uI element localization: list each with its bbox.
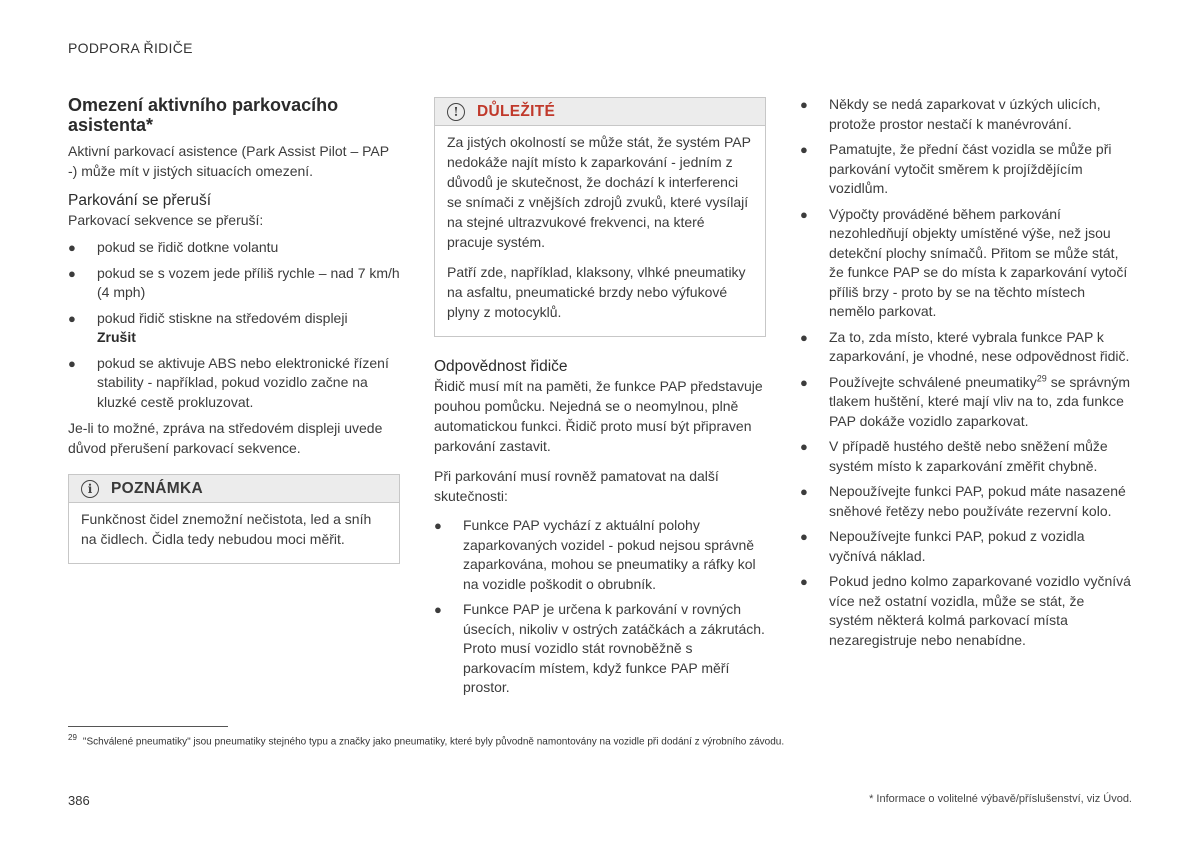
list-item: ● Nepoužívejte funkci PAP, pokud z vozidla vyčnívá náklad. [800,528,1085,564]
bullet-icon: ● [68,355,76,371]
list-item: ● Funkce PAP vychází z aktuální polohy zaparkovaných vozidel - pokud nejsou správně zaparkována, mohou se pneumatiky a ráfky kol na vozidle poškodit o obrubník. [434,517,756,592]
limitations-list [800,95,1132,650]
bullet-icon: ● [800,439,808,454]
footnote-divider [68,726,228,727]
bullet-icon: ● [68,265,76,281]
bullet-icon: ● [800,206,808,222]
interrupt-intro: Parkovací sekvence se přeruší: [68,212,264,228]
warning-text-1: Za jistých okolností se může stát, že systém PAP nedokáže najít místo k zaparkování - jedním z důvodů je skutečnost, že dochází k interferenci se snímači z vnějších zdrojů zvuků, které vysílají na stejné ultrazvukové frekvenci, na které pracuje systém. [447,134,751,250]
list-item: ● Funkce PAP je určena k parkování v rovných úsecích, nikoliv v ostrých zatáčkách a zákrutách. Proto musí vozidlo stát rovnoběžně s parkovacím místem, když funkce PAP měří prostor. [434,601,765,695]
list-item: ● Za to, zda místo, které vybrala funkce PAP k zaparkování, je vhodné, nese odpovědnost řidič. [800,328,1130,364]
list-item: ● pokud řidič stiskne na středovém displeji Zrušit [68,309,348,345]
exclamation-icon: ! [447,103,465,121]
list-item: ● Výpočty prováděné během parkování nezohledňují objekty umístěné výše, než jsou detekční plochy snímačů. Přitom se může stát, že funkce PAP se do místa k zaparkování vytočí příliš brzy - proto by se na těchto místech nemělo parkovat. [800,205,1128,319]
bullet-icon: ● [800,374,808,390]
bullet-icon: ● [800,529,808,544]
section-title: Omezení aktivního parkovacího asistenta* [68,95,339,135]
warning-label: DŮLEŽITÉ [477,102,556,120]
list-item: ● Někdy se nedá zaparkovat v úzkých ulicích, protože prostor nestačí k manévrování. [800,96,1101,132]
bullet-icon: ● [800,97,808,112]
note-body [69,503,399,563]
column-left [68,95,400,584]
cancel-label: Zrušit [97,329,136,345]
list-item: ● V případě hustého deště nebo sněžení může systém místo k zaparkování změřit chybně. [800,438,1108,474]
list-item: ● pokud se s vozem jede příliš rychle – nad 7 km/h (4 mph) [68,264,400,300]
warning-body [435,126,765,336]
bullet-icon: ● [800,329,808,345]
responsibility-paragraph-1: Řidič musí mít na paměti, že funkce PAP představuje pouhou pomůcku. Nejedná se o neomylnou, plně automatickou funkci. Řidič proto musí být připraven parkování zastavit. [434,378,763,454]
bullet-icon: ● [800,574,808,589]
list-item: ● Pokud jedno kolmo zaparkované vozidlo vyčnívá více než ostatní vozidla, může se stát, že systém některá kolmá parkovací místa nezaregistruje nebo nenabídne. [800,573,1131,648]
list-item: ● Nepoužívejte funkci PAP, pokud máte nasazené sněhové řetězy nebo používáte rezervní kolo. [800,483,1126,519]
note-label: POZNÁMKA [111,479,203,497]
availability-note: * Informace o volitelné výbavě/příslušenství, viz Úvod. [869,793,1132,805]
bullet-icon: ● [434,518,442,533]
page-number: 386 [68,793,90,808]
interrupt-list [68,238,400,412]
bullet-icon: ● [68,240,76,255]
list-item: ● Pamatujte, že přední část vozidla se může při parkování vytočit směrem k projíždějícím vozidlům. [800,141,1112,196]
responsibility-paragraph-2: Při parkování musí rovněž pamatovat na další skutečnosti: [434,468,719,504]
bullet-icon: ● [800,484,808,499]
column-middle [434,97,766,704]
info-icon: i [81,480,99,498]
after-paragraph: Je-li to možné, zpráva na středovém displeji uvede důvod přerušení parkovací sekvence. [68,420,383,456]
note-text: Funkčnost čidel znemožní nečistota, led a sníh na čidlech. Čidla tedy nebudou moci měřit. [81,511,372,547]
intro-paragraph: Aktivní parkovací asistence (Park Assist Pilot – PAP -) může mít v jistých situacích omezení. [68,143,389,179]
page-header: PODPORA ŘIDIČE [68,40,193,56]
list-item: ● Používejte schválené pneumatiky$^{29}$ se správným tlakem huštění, které mají vliv na to, zda funkce PAP dokáže vozidlo zaparkovat. [800,372,1131,429]
warning-text-2: Patří zde, například, klaksony, vlhké pneumatiky na asfaltu, pneumatické brzdy nebo výfukové plyny z motocyklů. [447,264,746,320]
footnote-number: 29 [68,733,77,742]
list-item: ● pokud se řidič dotkne volantu [68,238,400,258]
footnote-text: "Schválené pneumatiky" jsou pneumatiky stejného typu a značky jako pneumatiky, které byly původně namontovány na vozidle při dodání z výrobního závodu. [82,736,785,748]
warning-box [434,97,766,337]
note-box [68,474,400,564]
bullet-icon: ● [800,142,808,157]
bullet-icon: ● [68,310,76,326]
subheading-parking-interrupted: Parkování se přeruší [68,192,212,209]
note-header [69,475,399,503]
warning-header [435,98,765,126]
responsibility-list [434,516,766,698]
footnote [68,733,784,747]
list-item: ● pokud se aktivuje ABS nebo elektronické řízení stability - například, pokud vozidlo začne na kluzké cestě prokluzovat. [68,354,389,410]
column-right [800,95,1132,656]
bullet-icon: ● [434,602,442,617]
footnote-ref: 29 [1036,372,1047,383]
subheading-driver-responsibility: Odpovědnost řidiče [434,358,568,375]
